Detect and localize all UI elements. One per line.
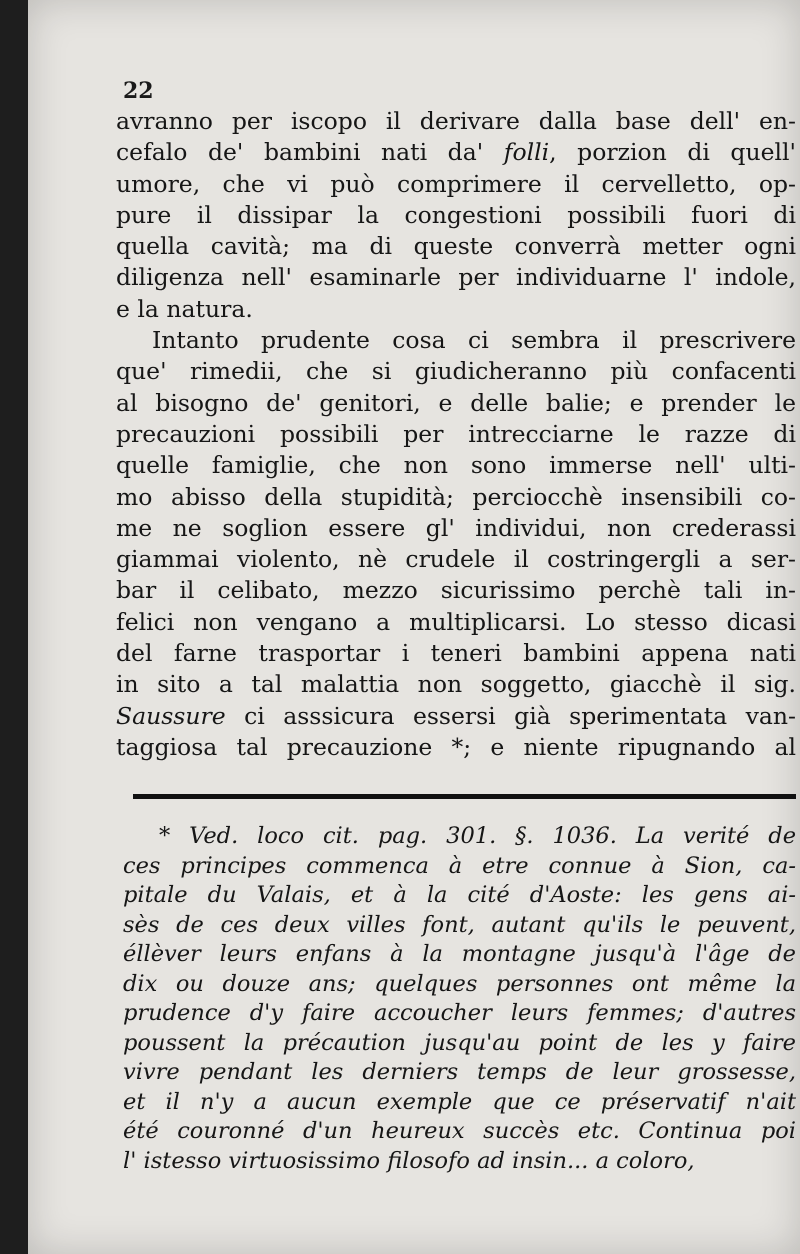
page-number: 22 [123, 78, 154, 104]
body-text: avranno per iscopo il derivare dalla base dell' en- [116, 107, 796, 135]
body-line [116, 607, 796, 638]
body-text: que' rimedii, che si giudicheranno più confacenti [116, 357, 796, 386]
body-line [116, 575, 796, 606]
body-text: precauzioni possibili per intrecciarne le razze di [116, 419, 796, 448]
body-line [116, 356, 796, 387]
footnote-text: * [159, 823, 190, 849]
footnote [123, 822, 796, 1176]
footnote-text: pitale du Valais, et à la cité d'Aoste: les gens ai- [123, 882, 796, 908]
footnote-line [123, 940, 796, 970]
body-line [116, 544, 796, 575]
body-text: diligenza nell' esaminarle per individuarne l' indole, [116, 263, 796, 292]
body-line [116, 388, 796, 419]
footnote-line [123, 1117, 796, 1147]
body-line [116, 294, 796, 325]
footnote-text: l' istesso virtuosissimo filosofo ad insin [123, 1147, 567, 1174]
body-line [116, 701, 796, 732]
body-line [116, 732, 796, 763]
footnote-text: été couronné d'un heureux succès etc. Continua poi [123, 1118, 796, 1144]
footnote-line [123, 999, 796, 1029]
body-line [116, 169, 796, 200]
body-text [116, 106, 796, 763]
body-line [116, 200, 796, 231]
body-line [116, 450, 796, 481]
body-text: e la natura. [116, 294, 253, 323]
footnote-rule [133, 794, 796, 799]
body-text: folli [503, 138, 550, 167]
body-text: cefalo de' bambini nati da' [116, 138, 504, 167]
body-text: al bisogno de' genitori, e delle balie; e prender le [116, 388, 796, 417]
footnote-text: et il n'y a aucun exemple que ce préservatif n'ait [123, 1088, 796, 1115]
body-text: del farne trasportar i teneri bambini appena nati [116, 639, 796, 668]
body-line [116, 325, 796, 356]
body-line [116, 482, 796, 513]
footnote-text: prudence d'y faire accoucher leurs femmes; d'autres [123, 1000, 796, 1026]
body-text: bar il celibato, mezzo sicurissimo perchè tali in- [116, 576, 796, 605]
body-line [116, 106, 796, 137]
footnote-line [123, 1058, 796, 1088]
body-text: quelle famiglie, che non sono immerse nell' ulti- [116, 451, 796, 480]
body-text: Intanto prudente cosa ci sembra il prescrivere [152, 326, 796, 355]
body-text: pure il dissipar la congestioni possibili fuori di [116, 200, 796, 229]
body-line [116, 513, 796, 544]
body-text: taggiosa tal precauzione *; e niente ripugnando al [116, 732, 796, 761]
footnote-text: Ved. loco cit. pag. 301. §. 1036. La verité de [189, 823, 797, 849]
body-text: ci asssicura essersi già sperimentata van- [225, 701, 796, 730]
body-line [116, 638, 796, 669]
footnote-line [123, 1147, 796, 1177]
body-line [116, 669, 796, 700]
footnote-text: dix ou douze ans; quelques personnes ont même la [123, 970, 796, 997]
footnote-text: poussent la précaution jusqu'au point de les y faire [123, 1029, 796, 1056]
body-line [116, 262, 796, 293]
body-text: Saussure [116, 701, 226, 730]
footnote-line [123, 881, 796, 911]
body-line [116, 137, 796, 168]
footnote-text: éllèver leurs enfans à la montagne jusqu'à l'âge de [123, 941, 796, 967]
body-text: me ne soglion essere gl' individui, non crederassi [116, 513, 796, 542]
footnote-text: sès de ces deux villes font, autant qu'ils le peuvent, [123, 911, 796, 938]
footnote-line [123, 852, 796, 882]
body-text: umore, che vi può comprimere il cervelletto, op- [116, 169, 796, 198]
footnote-line [123, 911, 796, 941]
body-text: in sito a tal malattia non soggetto, giacchè il sig. [116, 670, 796, 699]
footnote-text: vivre pendant les derniers temps de leur grossesse, [123, 1059, 796, 1085]
footnote-line [123, 1029, 796, 1059]
footnote-line [123, 970, 796, 1000]
book-page [28, 0, 800, 1254]
body-text: quella cavità; ma di queste converrà metter ogni [116, 232, 796, 261]
footnote-text: ... a coloro, [567, 1147, 695, 1174]
body-line [116, 419, 796, 450]
footnote-text: ces principes commenca à etre connue à Sion, ca- [123, 852, 796, 879]
footnote-line [123, 822, 796, 852]
body-line [116, 231, 796, 262]
body-text: giammai violento, nè crudele il costringergli a ser- [116, 545, 796, 574]
body-text: mo abisso della stupidità; perciocchè insensibili co- [116, 482, 796, 511]
body-text: , porzion di quell' [549, 138, 797, 167]
body-text: felici non vengano a multiplicarsi. Lo stesso dicasi [116, 607, 796, 636]
footnote-line [123, 1088, 796, 1118]
